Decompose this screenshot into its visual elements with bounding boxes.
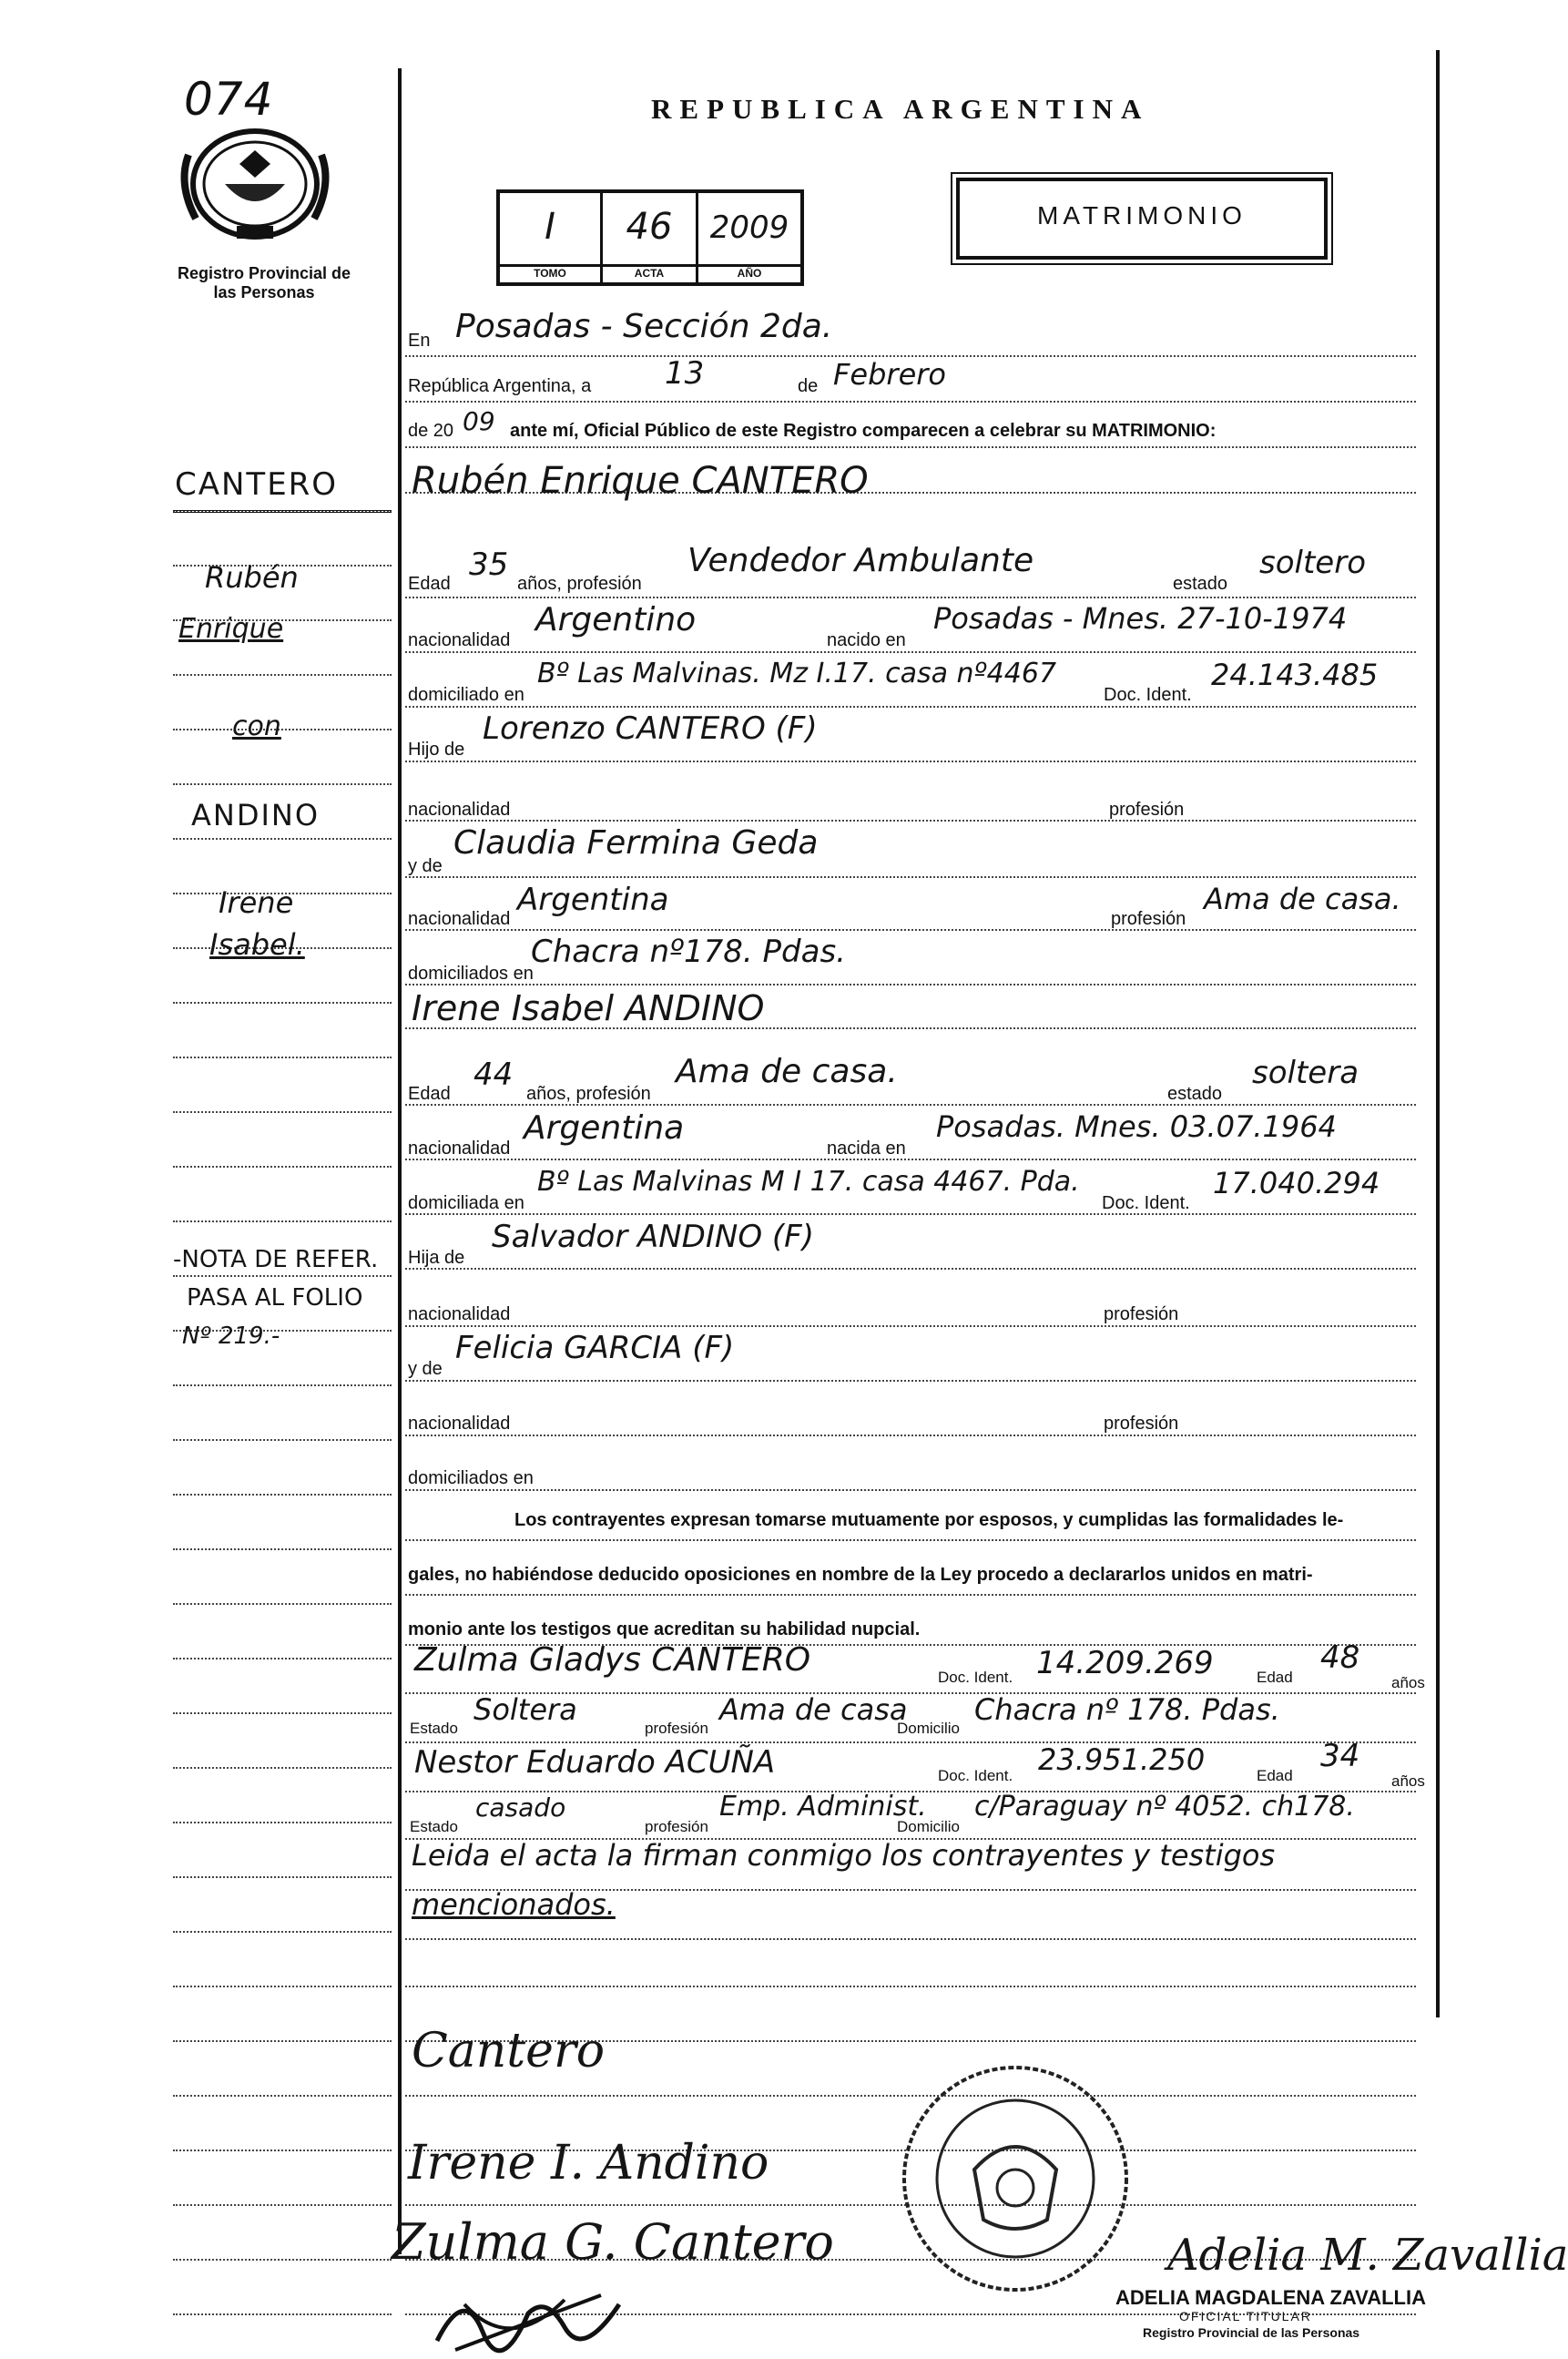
official-signature: Adelia M. Zavallia [1167,2230,1568,2281]
form-ruled-line [405,706,1416,708]
bride-full-name: Irene Isabel ANDINO [412,988,765,1028]
witness-2-status: casado [475,1792,566,1823]
official-stamp-name: ADELIA MAGDALENA ZAVALLIA [1115,2286,1426,2309]
margin-ruled-line [173,1275,392,1277]
label-domiciliado-en: domiciliado en [408,685,524,705]
paragraph-line-2: gales, no habiéndose deducido oposiciones en nombre de la Ley procedo a declararlos unidos en matri- [408,1565,1313,1585]
witness-1-profession: Ama de casa [719,1692,908,1727]
label-w2-profesion: profesión [645,1818,708,1835]
form-ruled-line [405,1213,1416,1215]
margin-ruled-line [173,2150,392,2151]
form-ruled-line [405,1159,1416,1160]
label-nacido-en: nacido en [827,630,906,650]
witness-2-name: Nestor Eduardo ACUÑA [414,1744,776,1781]
label-hija-de: Hija de [408,1248,465,1268]
label-year-prefix: de 20 [408,421,454,441]
form-ruled-line [405,1938,1416,1940]
margin-groom-name-1: Rubén [205,560,299,595]
groom-full-name: Rubén Enrique CANTERO [412,460,869,502]
label-bmother-profesion: profesión [1104,1414,1179,1434]
groom-age: 35 [469,546,509,583]
form-ruled-line [405,761,1416,762]
ano-value: 2009 [709,209,789,246]
label-w1-anos: años [1391,1674,1425,1691]
label-w2-estado: Estado [410,1818,458,1835]
official-stamp-title: OFICIAL TITULAR [1179,2309,1312,2323]
groom-civil-status: soltero [1259,545,1366,581]
margin-ruled-line [173,1494,392,1496]
label-groom-y-de: y de [408,856,443,876]
margin-ruled-line [173,1439,392,1441]
tomo-value: I [545,206,555,248]
margin-bride-name-2: Isabel. [209,927,305,962]
document-type: MATRIMONIO [1037,201,1247,230]
margin-ruled-line [173,1767,392,1769]
witness-1-address: Chacra nº 178. Pdas. [974,1692,1280,1727]
record-box [496,189,804,286]
margin-ruled-line [173,1603,392,1605]
label-domiciliada-en: domiciliada en [408,1193,524,1213]
margin-ruled-line [173,1166,392,1168]
margin-double-underline [173,510,392,513]
label-hijo-de: Hijo de [408,740,465,760]
margin-ruled-line [173,1931,392,1933]
groom-mother-nationality: Argentina [517,882,669,918]
act-day: 13 [665,355,705,392]
form-ruled-line [405,597,1416,598]
tomo-label: TOMO [534,267,566,280]
bride-signature: Irene I. Andino [408,2136,769,2190]
margin-ruled-line [173,674,392,676]
paragraph-line-1: Los contrayentes expresan tomarse mutuamente por esposos, y cumplidas las formalidades le- [514,1510,1344,1530]
label-w2-anos: años [1391,1772,1425,1790]
act-place: Posadas - Sección 2da. [455,308,833,345]
form-ruled-line [405,984,1416,985]
bride-doc-ident: 17.040.294 [1213,1166,1380,1200]
label-groom-nacionalidad: nacionalidad [408,630,511,650]
right-margin-rule [1436,50,1440,2017]
label-groom-anos-profesion: años, profesión [517,574,642,594]
label-bfather-nacionalidad: nacionalidad [408,1304,511,1324]
form-ruled-line [405,1325,1416,1327]
groom-father: Lorenzo CANTERO (F) [483,710,818,747]
bride-nationality: Argentina [524,1109,685,1147]
margin-ruled-line [173,1384,392,1386]
label-de: de [798,376,819,396]
margin-connector: con [232,710,281,742]
label-bride-domiciliados-en: domiciliados en [408,1468,534,1488]
witness-2-signature [428,2277,628,2359]
form-ruled-line [405,1986,1416,1987]
act-year-suffix: 09 [463,406,495,436]
form-ruled-line [405,1594,1416,1596]
label-bride-doc: Doc. Ident. [1102,1193,1190,1213]
margin-ruled-line [173,783,392,785]
form-ruled-line [405,1539,1416,1541]
margin-ruled-line [173,1658,392,1659]
label-groom-domiciliados-en: domiciliados en [408,964,534,984]
country-title: REPUBLICA ARGENTINA [651,93,1150,125]
form-ruled-line [405,1741,1416,1743]
label-mother-profesion: profesión [1111,909,1186,929]
margin-ruled-line [173,1876,392,1878]
label-bride-y-de: y de [408,1359,443,1379]
label-groom-doc: Doc. Ident. [1104,685,1192,705]
margin-note-line-1: -NOTA DE REFER. [173,1246,379,1273]
document-type-box [956,178,1328,260]
margin-ruled-line [173,1986,392,1987]
label-w2-domicilio: Domicilio [897,1818,960,1835]
witness-2-age: 34 [1320,1738,1360,1774]
form-ruled-line [405,1268,1416,1270]
label-w1-domicilio: Domicilio [897,1720,960,1737]
margin-ruled-line [173,1548,392,1550]
official-round-stamp [897,2060,1134,2297]
margin-ruled-line [173,1002,392,1004]
bride-address: Bº Las Malvinas M I 17. casa 4467. Pda. [537,1166,1080,1198]
witness-1-name: Zulma Gladys CANTERO [414,1641,811,1679]
label-w2-edad: Edad [1257,1767,1293,1784]
form-ruled-line [405,446,1416,448]
form-ruled-line [405,929,1416,931]
bride-civil-status: soltera [1252,1055,1359,1091]
margin-ruled-line [173,1712,392,1714]
label-bride-anos-profesion: años, profesión [526,1084,651,1104]
margin-bride-name-1: Irene [219,885,294,920]
left-margin-rule [398,68,402,2254]
groom-mother-profession: Ama de casa. [1204,882,1401,916]
form-ruled-line [405,876,1416,878]
witness-1-age: 48 [1320,1639,1360,1676]
label-bride-edad: Edad [408,1084,451,1104]
groom-birthplace-date: Posadas - Mnes. 27-10-1974 [933,601,1348,636]
margin-ruled-line [173,2095,392,2097]
closing-line-1: Leida el acta la firman conmigo los contrayentes y testigos [412,1838,1276,1873]
label-nacida-en: nacida en [827,1139,906,1159]
label-father-nacionalidad: nacionalidad [408,800,511,820]
witness-2-doc: 23.951.250 [1038,1742,1206,1777]
witness-2-profession: Emp. Administ. [719,1791,927,1823]
label-bmother-nacionalidad: nacionalidad [408,1414,511,1434]
margin-ruled-line [173,2040,392,2042]
closing-line-2: mencionados. [412,1887,616,1922]
groom-signature: Cantero [412,2024,606,2078]
page-number: 074 [184,73,274,126]
form-ruled-line [405,1380,1416,1382]
form-ruled-line [405,651,1416,653]
margin-bride-surname: ANDINO [191,798,321,832]
label-groom-estado: estado [1173,574,1228,594]
margin-note-line-3: Nº 219.- [182,1322,280,1350]
form-ruled-line [405,820,1416,822]
bride-age: 44 [473,1057,514,1093]
label-w1-edad: Edad [1257,1669,1293,1686]
label-en: En [408,331,431,351]
label-w1-doc: Doc. Ident. [938,1669,1013,1686]
official-stamp-org: Registro Provincial de las Personas [1143,2325,1360,2340]
margin-ruled-line [173,2204,392,2206]
ano-label: AÑO [737,267,762,280]
margin-ruled-line [173,838,392,840]
label-bride-estado: estado [1167,1084,1223,1104]
bride-mother: Felicia GARCIA (F) [455,1330,735,1366]
margin-groom-surname: CANTERO [175,466,339,503]
registry-name: Registro Provincial de las Personas [177,264,351,301]
witness-2-address: c/Paraguay nº 4052. ch178. [974,1791,1355,1823]
bride-profession: Ama de casa. [676,1053,898,1090]
witness-1-doc: 14.209.269 [1036,1645,1214,1681]
margin-ruled-line [173,1057,392,1058]
margin-ruled-line [173,2313,392,2315]
bride-birthplace-date: Posadas. Mnes. 03.07.1964 [936,1109,1337,1144]
margin-ruled-line [173,1220,392,1222]
label-intro: ante mí, Oficial Público de este Registro comparecen a celebrar su MATRIMONIO: [510,421,1217,441]
witness-signature: Zulma G. Cantero [392,2213,834,2271]
groom-address: Bº Las Malvinas. Mz I.17. casa nº4467 [537,658,1057,689]
paragraph-line-3: monio ante los testigos que acreditan su habilidad nupcial. [408,1619,921,1639]
margin-groom-name-2: Enrique [178,613,284,645]
act-month: Febrero [833,357,946,392]
bride-father: Salvador ANDINO (F) [492,1219,814,1255]
label-w1-estado: Estado [410,1720,458,1737]
groom-mother: Claudia Fermina Geda [453,824,819,862]
margin-ruled-line [173,1111,392,1113]
label-w2-doc: Doc. Ident. [938,1767,1013,1784]
acta-label: ACTA [634,267,665,280]
margin-ruled-line [173,1822,392,1823]
groom-parents-address: Chacra nº178. Pdas. [531,934,846,970]
groom-profession: Vendedor Ambulante [687,542,1034,579]
label-republica: República Argentina, a [408,376,592,396]
groom-nationality: Argentino [535,601,697,638]
form-ruled-line [405,1489,1416,1491]
groom-doc-ident: 24.143.485 [1211,658,1379,692]
witness-1-status: Soltera [473,1692,577,1727]
label-w1-profesion: profesión [645,1720,708,1737]
label-groom-edad: Edad [408,574,451,594]
label-mother-nacionalidad: nacionalidad [408,909,511,929]
margin-ruled-line [173,2259,392,2261]
acta-value: 46 [626,206,673,248]
label-father-profesion: profesión [1109,800,1185,820]
form-ruled-line [405,401,1416,403]
form-ruled-line [405,1435,1416,1436]
margin-note-line-2: PASA AL FOLIO [187,1284,363,1312]
margin-ruled-line [173,729,392,730]
label-bfather-profesion: profesión [1104,1304,1179,1324]
label-bride-nacionalidad: nacionalidad [408,1139,511,1159]
provincial-coat-of-arms-icon [168,128,341,250]
